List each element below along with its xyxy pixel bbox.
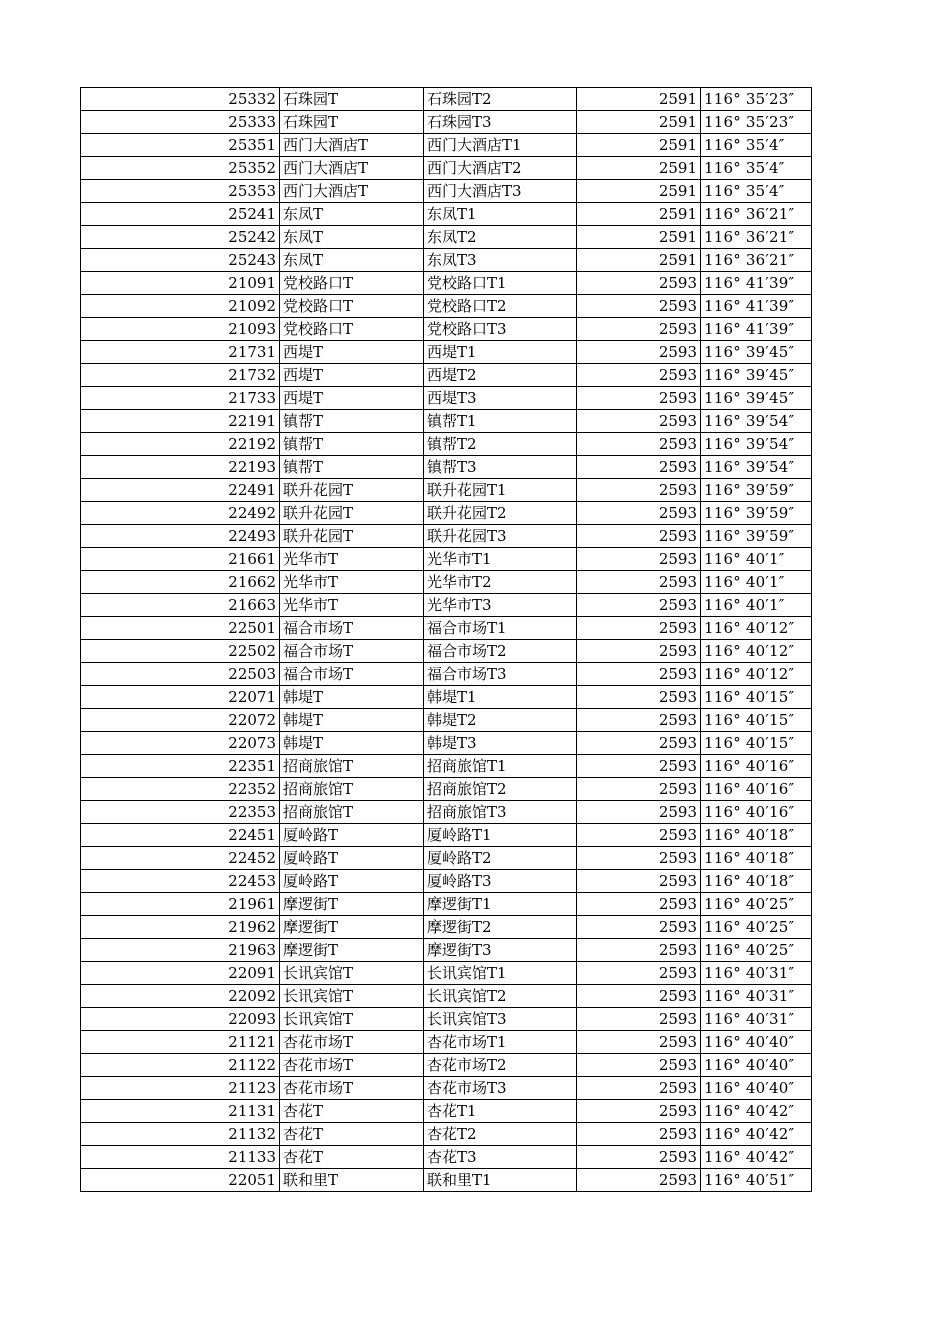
longitude[interactable]: 116° 40′16″ xyxy=(701,778,812,801)
site-name[interactable]: 杏花市场T xyxy=(280,1077,424,1100)
spreadsheet-table xyxy=(80,87,812,1192)
cell-id[interactable]: 25243 xyxy=(81,249,280,272)
longitude[interactable]: 116° 40′15″ xyxy=(701,709,812,732)
cell-name[interactable]: 光华市T3 xyxy=(424,594,577,617)
longitude[interactable]: 116° 40′18″ xyxy=(701,847,812,870)
area-code[interactable]: 2593 xyxy=(577,801,701,824)
longitude[interactable]: 116° 40′1″ xyxy=(701,548,812,571)
site-name[interactable]: 西堤T xyxy=(280,387,424,410)
cell-id[interactable]: 21131 xyxy=(81,1100,280,1123)
cell-id[interactable]: 21661 xyxy=(81,548,280,571)
site-name[interactable]: 杏花市场T xyxy=(280,1054,424,1077)
cell-id[interactable]: 22492 xyxy=(81,502,280,525)
longitude[interactable]: 116° 39′54″ xyxy=(701,410,812,433)
cell-name[interactable]: 石珠园T3 xyxy=(424,111,577,134)
table-row xyxy=(81,410,812,433)
site-name[interactable]: 石珠园T xyxy=(280,111,424,134)
area-code[interactable]: 2593 xyxy=(577,663,701,686)
table-row xyxy=(81,962,812,985)
area-code[interactable]: 2593 xyxy=(577,709,701,732)
cell-name[interactable]: 福合市场T1 xyxy=(424,617,577,640)
area-code[interactable]: 2593 xyxy=(577,1008,701,1031)
table-row xyxy=(81,1146,812,1169)
cell-name[interactable]: 党校路口T1 xyxy=(424,272,577,295)
cell-id[interactable]: 22073 xyxy=(81,732,280,755)
longitude[interactable]: 116° 39′45″ xyxy=(701,364,812,387)
longitude[interactable]: 116° 40′1″ xyxy=(701,594,812,617)
longitude[interactable]: 116° 40′18″ xyxy=(701,870,812,893)
longitude[interactable]: 116° 40′15″ xyxy=(701,732,812,755)
cell-name[interactable]: 杏花市场T2 xyxy=(424,1054,577,1077)
longitude[interactable]: 116° 40′12″ xyxy=(701,663,812,686)
cell-id[interactable]: 22071 xyxy=(81,686,280,709)
area-code[interactable]: 2593 xyxy=(577,1169,701,1192)
table-row xyxy=(81,364,812,387)
cell-name[interactable]: 镇帮T1 xyxy=(424,410,577,433)
longitude[interactable]: 116° 39′45″ xyxy=(701,341,812,364)
cell-name[interactable]: 联和里T1 xyxy=(424,1169,577,1192)
site-name[interactable]: 招商旅馆T xyxy=(280,778,424,801)
cell-id[interactable]: 25352 xyxy=(81,157,280,180)
longitude[interactable]: 116° 35′4″ xyxy=(701,157,812,180)
cell-id[interactable]: 25353 xyxy=(81,180,280,203)
longitude[interactable]: 116° 40′25″ xyxy=(701,939,812,962)
cell-id[interactable]: 22451 xyxy=(81,824,280,847)
area-code[interactable]: 2593 xyxy=(577,1054,701,1077)
cell-name[interactable]: 摩逻街T3 xyxy=(424,939,577,962)
cell-name[interactable]: 西门大酒店T3 xyxy=(424,180,577,203)
longitude[interactable]: 116° 40′31″ xyxy=(701,985,812,1008)
cell-id[interactable]: 22503 xyxy=(81,663,280,686)
site-name[interactable]: 杏花T xyxy=(280,1100,424,1123)
cell-id[interactable]: 21121 xyxy=(81,1031,280,1054)
longitude[interactable]: 116° 40′40″ xyxy=(701,1077,812,1100)
site-name[interactable]: 摩逻街T xyxy=(280,893,424,916)
cell-name[interactable]: 镇帮T2 xyxy=(424,433,577,456)
area-code[interactable]: 2593 xyxy=(577,686,701,709)
cell-name[interactable]: 光华市T1 xyxy=(424,548,577,571)
cell-id[interactable]: 21092 xyxy=(81,295,280,318)
site-name[interactable]: 联和里T xyxy=(280,1169,424,1192)
table-row xyxy=(81,479,812,502)
cell-id[interactable]: 21123 xyxy=(81,1077,280,1100)
site-name[interactable]: 福合市场T xyxy=(280,640,424,663)
site-name[interactable]: 福合市场T xyxy=(280,617,424,640)
area-code[interactable]: 2593 xyxy=(577,479,701,502)
table-row xyxy=(81,180,812,203)
table-row xyxy=(81,341,812,364)
cell-name[interactable]: 长讯宾馆T2 xyxy=(424,985,577,1008)
cell-name[interactable]: 东凤T2 xyxy=(424,226,577,249)
area-code[interactable]: 2593 xyxy=(577,387,701,410)
cell-id[interactable]: 22502 xyxy=(81,640,280,663)
cell-id[interactable]: 21663 xyxy=(81,594,280,617)
cell-name[interactable]: 党校路口T3 xyxy=(424,318,577,341)
area-code[interactable]: 2593 xyxy=(577,732,701,755)
site-name[interactable]: 光华市T xyxy=(280,594,424,617)
area-code[interactable]: 2593 xyxy=(577,640,701,663)
table-row xyxy=(81,893,812,916)
cell-id[interactable]: 22501 xyxy=(81,617,280,640)
table-row xyxy=(81,755,812,778)
longitude[interactable]: 116° 40′16″ xyxy=(701,755,812,778)
site-name[interactable]: 福合市场T xyxy=(280,663,424,686)
longitude[interactable]: 116° 36′21″ xyxy=(701,226,812,249)
cell-id[interactable]: 21731 xyxy=(81,341,280,364)
cell-name[interactable]: 杏花T3 xyxy=(424,1146,577,1169)
cell-id[interactable]: 21962 xyxy=(81,916,280,939)
longitude[interactable]: 116° 36′21″ xyxy=(701,203,812,226)
longitude[interactable]: 116° 35′4″ xyxy=(701,180,812,203)
area-code[interactable]: 2591 xyxy=(577,180,701,203)
table-row xyxy=(81,1077,812,1100)
area-code[interactable]: 2593 xyxy=(577,847,701,870)
area-code[interactable]: 2591 xyxy=(577,249,701,272)
area-code[interactable]: 2591 xyxy=(577,226,701,249)
cell-name[interactable]: 杏花市场T3 xyxy=(424,1077,577,1100)
cell-id[interactable]: 22072 xyxy=(81,709,280,732)
longitude[interactable]: 116° 39′59″ xyxy=(701,479,812,502)
cell-id[interactable]: 22351 xyxy=(81,755,280,778)
cell-id[interactable]: 21733 xyxy=(81,387,280,410)
longitude[interactable]: 116° 35′4″ xyxy=(701,134,812,157)
longitude[interactable]: 116° 41′39″ xyxy=(701,295,812,318)
area-code[interactable]: 2593 xyxy=(577,272,701,295)
site-name[interactable]: 厦岭路T xyxy=(280,870,424,893)
area-code[interactable]: 2593 xyxy=(577,318,701,341)
longitude[interactable]: 116° 40′15″ xyxy=(701,686,812,709)
table-row xyxy=(81,249,812,272)
table-row xyxy=(81,433,812,456)
cell-id[interactable]: 21963 xyxy=(81,939,280,962)
site-name[interactable]: 韩堤T xyxy=(280,732,424,755)
site-name[interactable]: 西门大酒店T xyxy=(280,157,424,180)
cell-id[interactable]: 22093 xyxy=(81,1008,280,1031)
table-row xyxy=(81,571,812,594)
cell-name[interactable]: 西门大酒店T1 xyxy=(424,134,577,157)
area-code[interactable]: 2593 xyxy=(577,755,701,778)
cell-name[interactable]: 厦岭路T3 xyxy=(424,870,577,893)
cell-name[interactable]: 西门大酒店T2 xyxy=(424,157,577,180)
site-name[interactable]: 党校路口T xyxy=(280,272,424,295)
site-name[interactable]: 长讯宾馆T xyxy=(280,1008,424,1031)
longitude[interactable]: 116° 35′23″ xyxy=(701,88,812,111)
site-name[interactable]: 东凤T xyxy=(280,226,424,249)
site-name[interactable]: 东凤T xyxy=(280,249,424,272)
table-row xyxy=(81,157,812,180)
cell-name[interactable]: 长讯宾馆T3 xyxy=(424,1008,577,1031)
cell-id[interactable]: 21961 xyxy=(81,893,280,916)
cell-id[interactable]: 21732 xyxy=(81,364,280,387)
table-row xyxy=(81,1123,812,1146)
cell-id[interactable]: 22491 xyxy=(81,479,280,502)
cell-id[interactable]: 22092 xyxy=(81,985,280,1008)
longitude[interactable]: 116° 40′31″ xyxy=(701,962,812,985)
table-row xyxy=(81,709,812,732)
cell-name[interactable]: 联升花园T2 xyxy=(424,502,577,525)
area-code[interactable]: 2593 xyxy=(577,364,701,387)
cell-name[interactable]: 厦岭路T2 xyxy=(424,847,577,870)
cell-id[interactable]: 22453 xyxy=(81,870,280,893)
area-code[interactable]: 2593 xyxy=(577,939,701,962)
cell-name[interactable]: 韩堤T1 xyxy=(424,686,577,709)
cell-name[interactable]: 党校路口T2 xyxy=(424,295,577,318)
table-row xyxy=(81,548,812,571)
area-code[interactable]: 2593 xyxy=(577,456,701,479)
cell-name[interactable]: 联升花园T3 xyxy=(424,525,577,548)
site-name[interactable]: 东凤T xyxy=(280,203,424,226)
cell-id[interactable]: 25241 xyxy=(81,203,280,226)
cell-name[interactable]: 光华市T2 xyxy=(424,571,577,594)
site-name[interactable]: 长讯宾馆T xyxy=(280,985,424,1008)
longitude[interactable]: 116° 39′59″ xyxy=(701,502,812,525)
table-row xyxy=(81,594,812,617)
table-row xyxy=(81,1008,812,1031)
site-name[interactable]: 西门大酒店T xyxy=(280,134,424,157)
table-row xyxy=(81,88,812,111)
longitude[interactable]: 116° 39′59″ xyxy=(701,525,812,548)
table-row xyxy=(81,318,812,341)
longitude[interactable]: 116° 40′40″ xyxy=(701,1054,812,1077)
site-name[interactable]: 石珠园T xyxy=(280,88,424,111)
cell-id[interactable]: 21093 xyxy=(81,318,280,341)
longitude[interactable]: 116° 40′16″ xyxy=(701,801,812,824)
area-code[interactable]: 2593 xyxy=(577,824,701,847)
cell-name[interactable]: 韩堤T3 xyxy=(424,732,577,755)
cell-id[interactable]: 25351 xyxy=(81,134,280,157)
cell-id[interactable]: 21132 xyxy=(81,1123,280,1146)
site-name[interactable]: 镇帮T xyxy=(280,456,424,479)
longitude[interactable]: 116° 40′31″ xyxy=(701,1008,812,1031)
table-row xyxy=(81,617,812,640)
longitude[interactable]: 116° 39′54″ xyxy=(701,433,812,456)
table-row xyxy=(81,1031,812,1054)
table-row xyxy=(81,1169,812,1192)
site-name[interactable]: 杏花T xyxy=(280,1123,424,1146)
cell-id[interactable]: 25242 xyxy=(81,226,280,249)
longitude[interactable]: 116° 40′25″ xyxy=(701,916,812,939)
cell-id[interactable]: 22452 xyxy=(81,847,280,870)
table-row xyxy=(81,272,812,295)
cell-name[interactable]: 厦岭路T1 xyxy=(424,824,577,847)
area-code[interactable]: 2593 xyxy=(577,617,701,640)
area-code[interactable]: 2593 xyxy=(577,893,701,916)
table-body xyxy=(81,88,812,1192)
longitude[interactable]: 116° 40′25″ xyxy=(701,893,812,916)
site-name[interactable]: 联升花园T xyxy=(280,502,424,525)
site-name[interactable]: 光华市T xyxy=(280,548,424,571)
table-row xyxy=(81,502,812,525)
area-code[interactable]: 2593 xyxy=(577,341,701,364)
cell-name[interactable]: 西堤T1 xyxy=(424,341,577,364)
longitude[interactable]: 116° 40′51″ xyxy=(701,1169,812,1192)
cell-id[interactable]: 22493 xyxy=(81,525,280,548)
site-name[interactable]: 党校路口T xyxy=(280,295,424,318)
table-row xyxy=(81,916,812,939)
cell-id[interactable]: 21122 xyxy=(81,1054,280,1077)
cell-id[interactable]: 22353 xyxy=(81,801,280,824)
area-code[interactable]: 2593 xyxy=(577,778,701,801)
site-name[interactable]: 镇帮T xyxy=(280,433,424,456)
table-row xyxy=(81,640,812,663)
cell-name[interactable]: 杏花市场T1 xyxy=(424,1031,577,1054)
cell-name[interactable]: 招商旅馆T2 xyxy=(424,778,577,801)
cell-name[interactable]: 石珠园T2 xyxy=(424,88,577,111)
table-row xyxy=(81,134,812,157)
cell-id[interactable]: 25332 xyxy=(81,88,280,111)
area-code[interactable]: 2593 xyxy=(577,1100,701,1123)
longitude[interactable]: 116° 39′54″ xyxy=(701,456,812,479)
table-row xyxy=(81,824,812,847)
area-code[interactable]: 2593 xyxy=(577,962,701,985)
site-name[interactable]: 招商旅馆T xyxy=(280,801,424,824)
area-code[interactable]: 2593 xyxy=(577,594,701,617)
longitude[interactable]: 116° 36′21″ xyxy=(701,249,812,272)
site-name[interactable]: 摩逻街T xyxy=(280,916,424,939)
longitude[interactable]: 116° 40′12″ xyxy=(701,617,812,640)
cell-name[interactable]: 杏花T1 xyxy=(424,1100,577,1123)
longitude[interactable]: 116° 40′18″ xyxy=(701,824,812,847)
table-row xyxy=(81,985,812,1008)
cell-id[interactable]: 25333 xyxy=(81,111,280,134)
cell-id[interactable]: 21662 xyxy=(81,571,280,594)
site-name[interactable]: 招商旅馆T xyxy=(280,755,424,778)
cell-name[interactable]: 摩逻街T1 xyxy=(424,893,577,916)
site-name[interactable]: 西堤T xyxy=(280,341,424,364)
longitude[interactable]: 116° 41′39″ xyxy=(701,272,812,295)
table-row xyxy=(81,939,812,962)
longitude[interactable]: 116° 40′42″ xyxy=(701,1123,812,1146)
cell-id[interactable]: 22191 xyxy=(81,410,280,433)
cell-id[interactable]: 22091 xyxy=(81,962,280,985)
area-code[interactable]: 2591 xyxy=(577,134,701,157)
table-row xyxy=(81,111,812,134)
table-row xyxy=(81,456,812,479)
area-code[interactable]: 2593 xyxy=(577,410,701,433)
cell-name[interactable]: 镇帮T3 xyxy=(424,456,577,479)
table-row xyxy=(81,1054,812,1077)
area-code[interactable]: 2593 xyxy=(577,525,701,548)
table-row xyxy=(81,778,812,801)
longitude[interactable]: 116° 40′40″ xyxy=(701,1031,812,1054)
site-name[interactable]: 西堤T xyxy=(280,364,424,387)
cell-name[interactable]: 招商旅馆T1 xyxy=(424,755,577,778)
cell-name[interactable]: 杏花T2 xyxy=(424,1123,577,1146)
site-name[interactable]: 杏花T xyxy=(280,1146,424,1169)
site-name[interactable]: 韩堤T xyxy=(280,709,424,732)
cell-name[interactable]: 东凤T1 xyxy=(424,203,577,226)
site-name[interactable]: 西门大酒店T xyxy=(280,180,424,203)
cell-name[interactable]: 西堤T2 xyxy=(424,364,577,387)
table-row xyxy=(81,295,812,318)
site-name[interactable]: 镇帮T xyxy=(280,410,424,433)
site-name[interactable]: 长讯宾馆T xyxy=(280,962,424,985)
cell-name[interactable]: 西堤T3 xyxy=(424,387,577,410)
longitude[interactable]: 116° 39′45″ xyxy=(701,387,812,410)
area-code[interactable]: 2591 xyxy=(577,203,701,226)
site-name[interactable]: 光华市T xyxy=(280,571,424,594)
cell-name[interactable]: 长讯宾馆T1 xyxy=(424,962,577,985)
cell-id[interactable]: 22352 xyxy=(81,778,280,801)
area-code[interactable]: 2591 xyxy=(577,88,701,111)
table-row xyxy=(81,203,812,226)
cell-name[interactable]: 摩逻街T2 xyxy=(424,916,577,939)
area-code[interactable]: 2593 xyxy=(577,433,701,456)
table-row xyxy=(81,525,812,548)
table-row xyxy=(81,387,812,410)
table-row xyxy=(81,686,812,709)
longitude[interactable]: 116° 40′1″ xyxy=(701,571,812,594)
cell-id[interactable]: 22051 xyxy=(81,1169,280,1192)
site-name[interactable]: 联升花园T xyxy=(280,525,424,548)
longitude[interactable]: 116° 40′42″ xyxy=(701,1100,812,1123)
longitude[interactable]: 116° 40′42″ xyxy=(701,1146,812,1169)
area-code[interactable]: 2591 xyxy=(577,111,701,134)
cell-id[interactable]: 21133 xyxy=(81,1146,280,1169)
table-row xyxy=(81,847,812,870)
table-row xyxy=(81,870,812,893)
cell-id[interactable]: 22192 xyxy=(81,433,280,456)
area-code[interactable]: 2593 xyxy=(577,295,701,318)
area-code[interactable]: 2593 xyxy=(577,548,701,571)
site-name[interactable]: 联升花园T xyxy=(280,479,424,502)
longitude[interactable]: 116° 41′39″ xyxy=(701,318,812,341)
table-row xyxy=(81,663,812,686)
cell-name[interactable]: 招商旅馆T3 xyxy=(424,801,577,824)
cell-name[interactable]: 东凤T3 xyxy=(424,249,577,272)
cell-id[interactable]: 21091 xyxy=(81,272,280,295)
site-name[interactable]: 厦岭路T xyxy=(280,847,424,870)
site-name[interactable]: 厦岭路T xyxy=(280,824,424,847)
site-name[interactable]: 摩逻街T xyxy=(280,939,424,962)
area-code[interactable]: 2593 xyxy=(577,571,701,594)
site-name[interactable]: 杏花市场T xyxy=(280,1031,424,1054)
area-code[interactable]: 2591 xyxy=(577,157,701,180)
longitude[interactable]: 116° 35′23″ xyxy=(701,111,812,134)
table-row xyxy=(81,1100,812,1123)
cell-id[interactable]: 22193 xyxy=(81,456,280,479)
area-code[interactable]: 2593 xyxy=(577,1123,701,1146)
area-code[interactable]: 2593 xyxy=(577,1146,701,1169)
site-name[interactable]: 党校路口T xyxy=(280,318,424,341)
area-code[interactable]: 2593 xyxy=(577,985,701,1008)
longitude[interactable]: 116° 40′12″ xyxy=(701,640,812,663)
cell-name[interactable]: 福合市场T2 xyxy=(424,640,577,663)
cell-name[interactable]: 福合市场T3 xyxy=(424,663,577,686)
cell-name[interactable]: 联升花园T1 xyxy=(424,479,577,502)
area-code[interactable]: 2593 xyxy=(577,502,701,525)
table-row xyxy=(81,226,812,249)
area-code[interactable]: 2593 xyxy=(577,916,701,939)
area-code[interactable]: 2593 xyxy=(577,1077,701,1100)
table-row xyxy=(81,732,812,755)
site-name[interactable]: 韩堤T xyxy=(280,686,424,709)
cell-name[interactable]: 韩堤T2 xyxy=(424,709,577,732)
table-row xyxy=(81,801,812,824)
area-code[interactable]: 2593 xyxy=(577,1031,701,1054)
area-code[interactable]: 2593 xyxy=(577,870,701,893)
